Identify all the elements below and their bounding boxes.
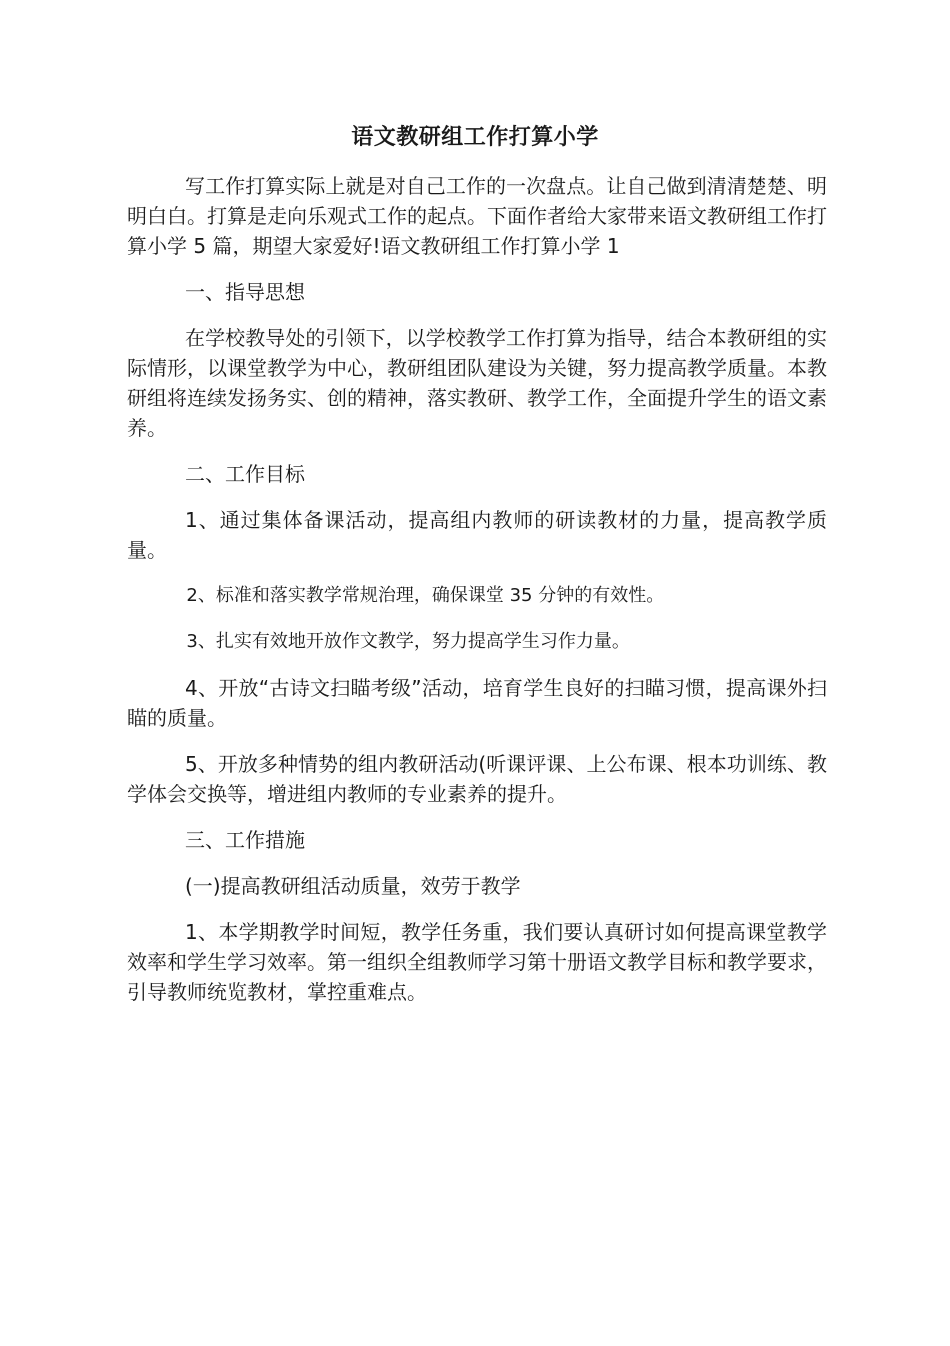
- goal-item-1: 1、通过集体备课活动，提高组内教师的研读教材的力量，提高教学质量。: [127, 508, 827, 562]
- goal-item-2: 2、标准和落实教学常规治理，确保课堂 35 分钟的有效性。: [186, 585, 665, 606]
- measure-item-1: 1、本学期教学时间短，教学任务重，我们要认真研讨如何提高课堂教学效率和学生学习效率。第一组织全组教师学习第十册语文教学目标和教学要求，引导教师统览教材，掌控重难点。: [127, 920, 827, 1004]
- document-body: [127, 171, 827, 1007]
- guiding-thought-paragraph: 在学校教导处的引领下，以学校教学工作打算为指导，结合本教研组的实际情形，以课堂教学为中心，教研组团队建设为关键，努力提高教学质量。本教研组将连续发扬务实、创的精神，落实教研、教学工作，全面提升学生的语文素养。: [127, 326, 827, 440]
- goal-item-4: 4、开放“古诗文扫瞄考级”活动，培育学生良好的扫瞄习惯，提高课外扫瞄的质量。: [127, 676, 827, 730]
- section-heading-work-measures: 三、工作措施: [185, 828, 305, 852]
- document-title: 语文教研组工作打算小学: [351, 124, 599, 150]
- intro-paragraph: 写工作打算实际上就是对自己工作的一次盘点。让自己做到清清楚楚、明明白白。打算是走向乐观式工作的起点。下面作者给大家带来语文教研组工作打算小学 5 篇，期望大家爱好!语文教研组工作打算小学 1: [127, 174, 827, 258]
- subsection-heading-1: (一)提高教研组活动质量，效劳于教学: [185, 874, 521, 898]
- goal-item-5: 5、开放多种情势的组内教研活动(听课评课、上公布课、根本功训练、教学体会交换等，增进组内教师的专业素养的提升。: [127, 752, 827, 806]
- section-heading-work-goals: 二、工作目标: [185, 462, 305, 486]
- section-heading-guiding-thought: 一、指导思想: [185, 280, 305, 304]
- goal-item-3: 3、扎实有效地开放作文教学，努力提高学生习作力量。: [186, 631, 630, 652]
